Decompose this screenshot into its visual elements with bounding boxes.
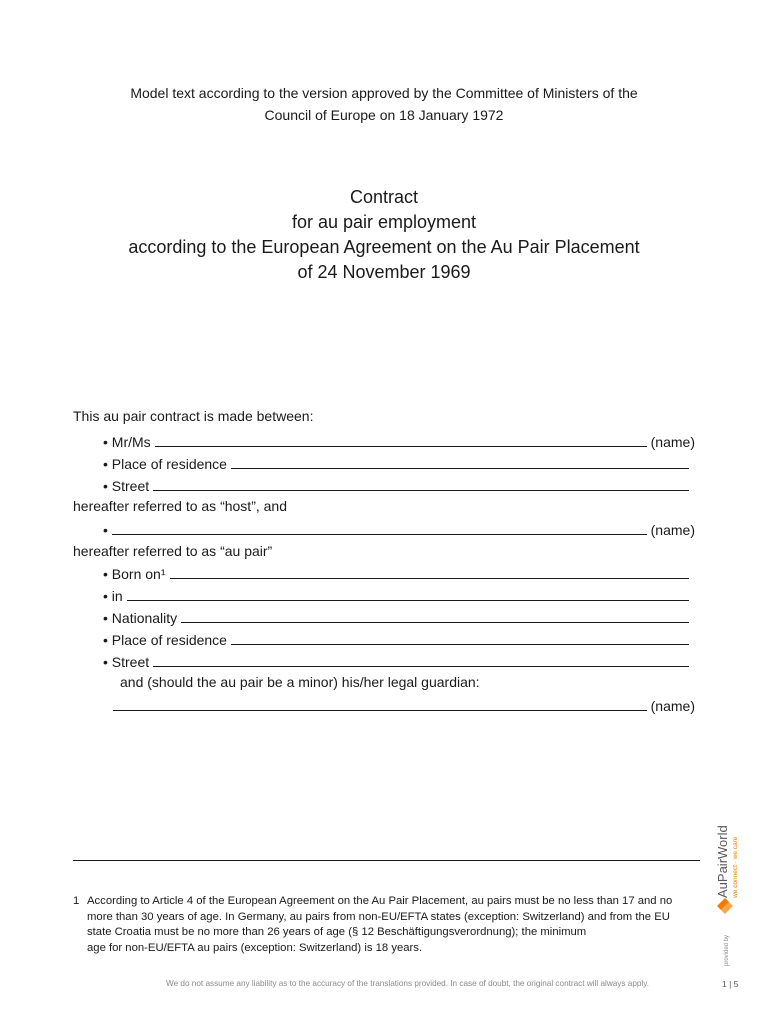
page-number: 1 | 5 [722, 979, 739, 989]
host-street-field[interactable] [103, 474, 693, 494]
disclaimer: We do not assume any liability as to the accuracy of the translations provided. In case of doubt, the original contract will always apply. [166, 979, 650, 988]
guardian-name-line[interactable] [113, 709, 647, 711]
born-on-field[interactable] [103, 562, 693, 582]
au-pair-name-field[interactable] [103, 518, 695, 538]
aupairworld-logo-svg [702, 820, 742, 970]
footnote-line-1: According to Article 4 of the European Agreement on the Au Pair Placement, au pairs must be no less than 17 and no [87, 895, 673, 907]
footnote-line-4: age for non-EU/EFTA au pairs (exception: Switzerland) is 18 years. [87, 941, 423, 954]
nationality-field[interactable] [103, 606, 693, 626]
au-pair-residence-line[interactable] [231, 643, 689, 645]
aupairworld-mark-icon [717, 898, 733, 914]
birthplace-line[interactable] [127, 599, 689, 601]
footnote-text [87, 894, 693, 956]
footnote-number: 1 [73, 895, 80, 907]
brand-name: AuPairWorld [715, 825, 730, 898]
brand-tagline: we connect · we care [732, 836, 739, 898]
document-title [0, 185, 768, 285]
residence-label: • Place of residence [103, 632, 227, 648]
name-suffix: (name) [650, 434, 695, 450]
birthplace-field[interactable] [103, 584, 693, 604]
header-note-line-2: Council of Europe on 18 January 1972 [264, 107, 504, 123]
nationality-line[interactable] [181, 621, 689, 623]
au-pair-street-field[interactable] [103, 650, 693, 670]
in-label: • in [103, 588, 123, 604]
name-suffix: (name) [650, 698, 695, 714]
host-name-field[interactable] [103, 430, 695, 450]
host-residence-line[interactable] [231, 467, 689, 469]
host-reference-text: hereafter referred to as “host”, and [73, 498, 287, 514]
host-residence-field[interactable] [103, 452, 693, 472]
footnote-line-2: more than 30 years of age. In Germany, au pairs from non-EU/EFTA states (exception: Switzerland) and from the EU [87, 910, 670, 923]
name-suffix: (name) [650, 522, 695, 538]
title-line-3: according to the European Agreement on the Au Pair Placement [128, 237, 640, 257]
nationality-label: • Nationality [103, 610, 178, 626]
host-name-label: • Mr/Ms [103, 434, 151, 450]
footnote-line-3: state Croatia must be no more than 26 years of age (§ 12 Beschäftigungsverordnung); the minimum [87, 926, 587, 938]
title-line-4: of 24 November 1969 [297, 262, 471, 282]
footnote-divider [73, 860, 700, 861]
street-label: • Street [103, 478, 150, 494]
au-pair-street-line[interactable] [153, 665, 689, 667]
footnote [73, 894, 693, 956]
host-name-line[interactable] [155, 445, 647, 447]
guardian-note: and (should the au pair be a minor) his/her legal guardian: [120, 674, 480, 690]
au-pair-name-line[interactable] [112, 533, 647, 535]
title-line-2: for au pair employment [291, 212, 477, 232]
born-on-label: • Born on¹ [103, 566, 166, 582]
title-line-1: Contract [349, 187, 419, 207]
au-pair-residence-field[interactable] [103, 628, 693, 648]
au-pair-bullet: • [103, 522, 108, 538]
guardian-name-field[interactable] [113, 694, 695, 714]
residence-label: • Place of residence [103, 456, 227, 472]
au-pair-reference-text: hereafter referred to as “au pair” [73, 543, 273, 559]
aupairworld-logo [702, 820, 742, 970]
host-street-line[interactable] [153, 489, 689, 491]
header-note-line-1: Model text according to the version approved by the Committee of Ministers of the [130, 85, 638, 101]
street-label: • Street [103, 654, 150, 670]
born-on-line[interactable] [170, 577, 690, 579]
provided-by-text: provided by [724, 934, 730, 966]
header-note [0, 82, 768, 126]
intro-text: This au pair contract is made between: [73, 408, 314, 424]
